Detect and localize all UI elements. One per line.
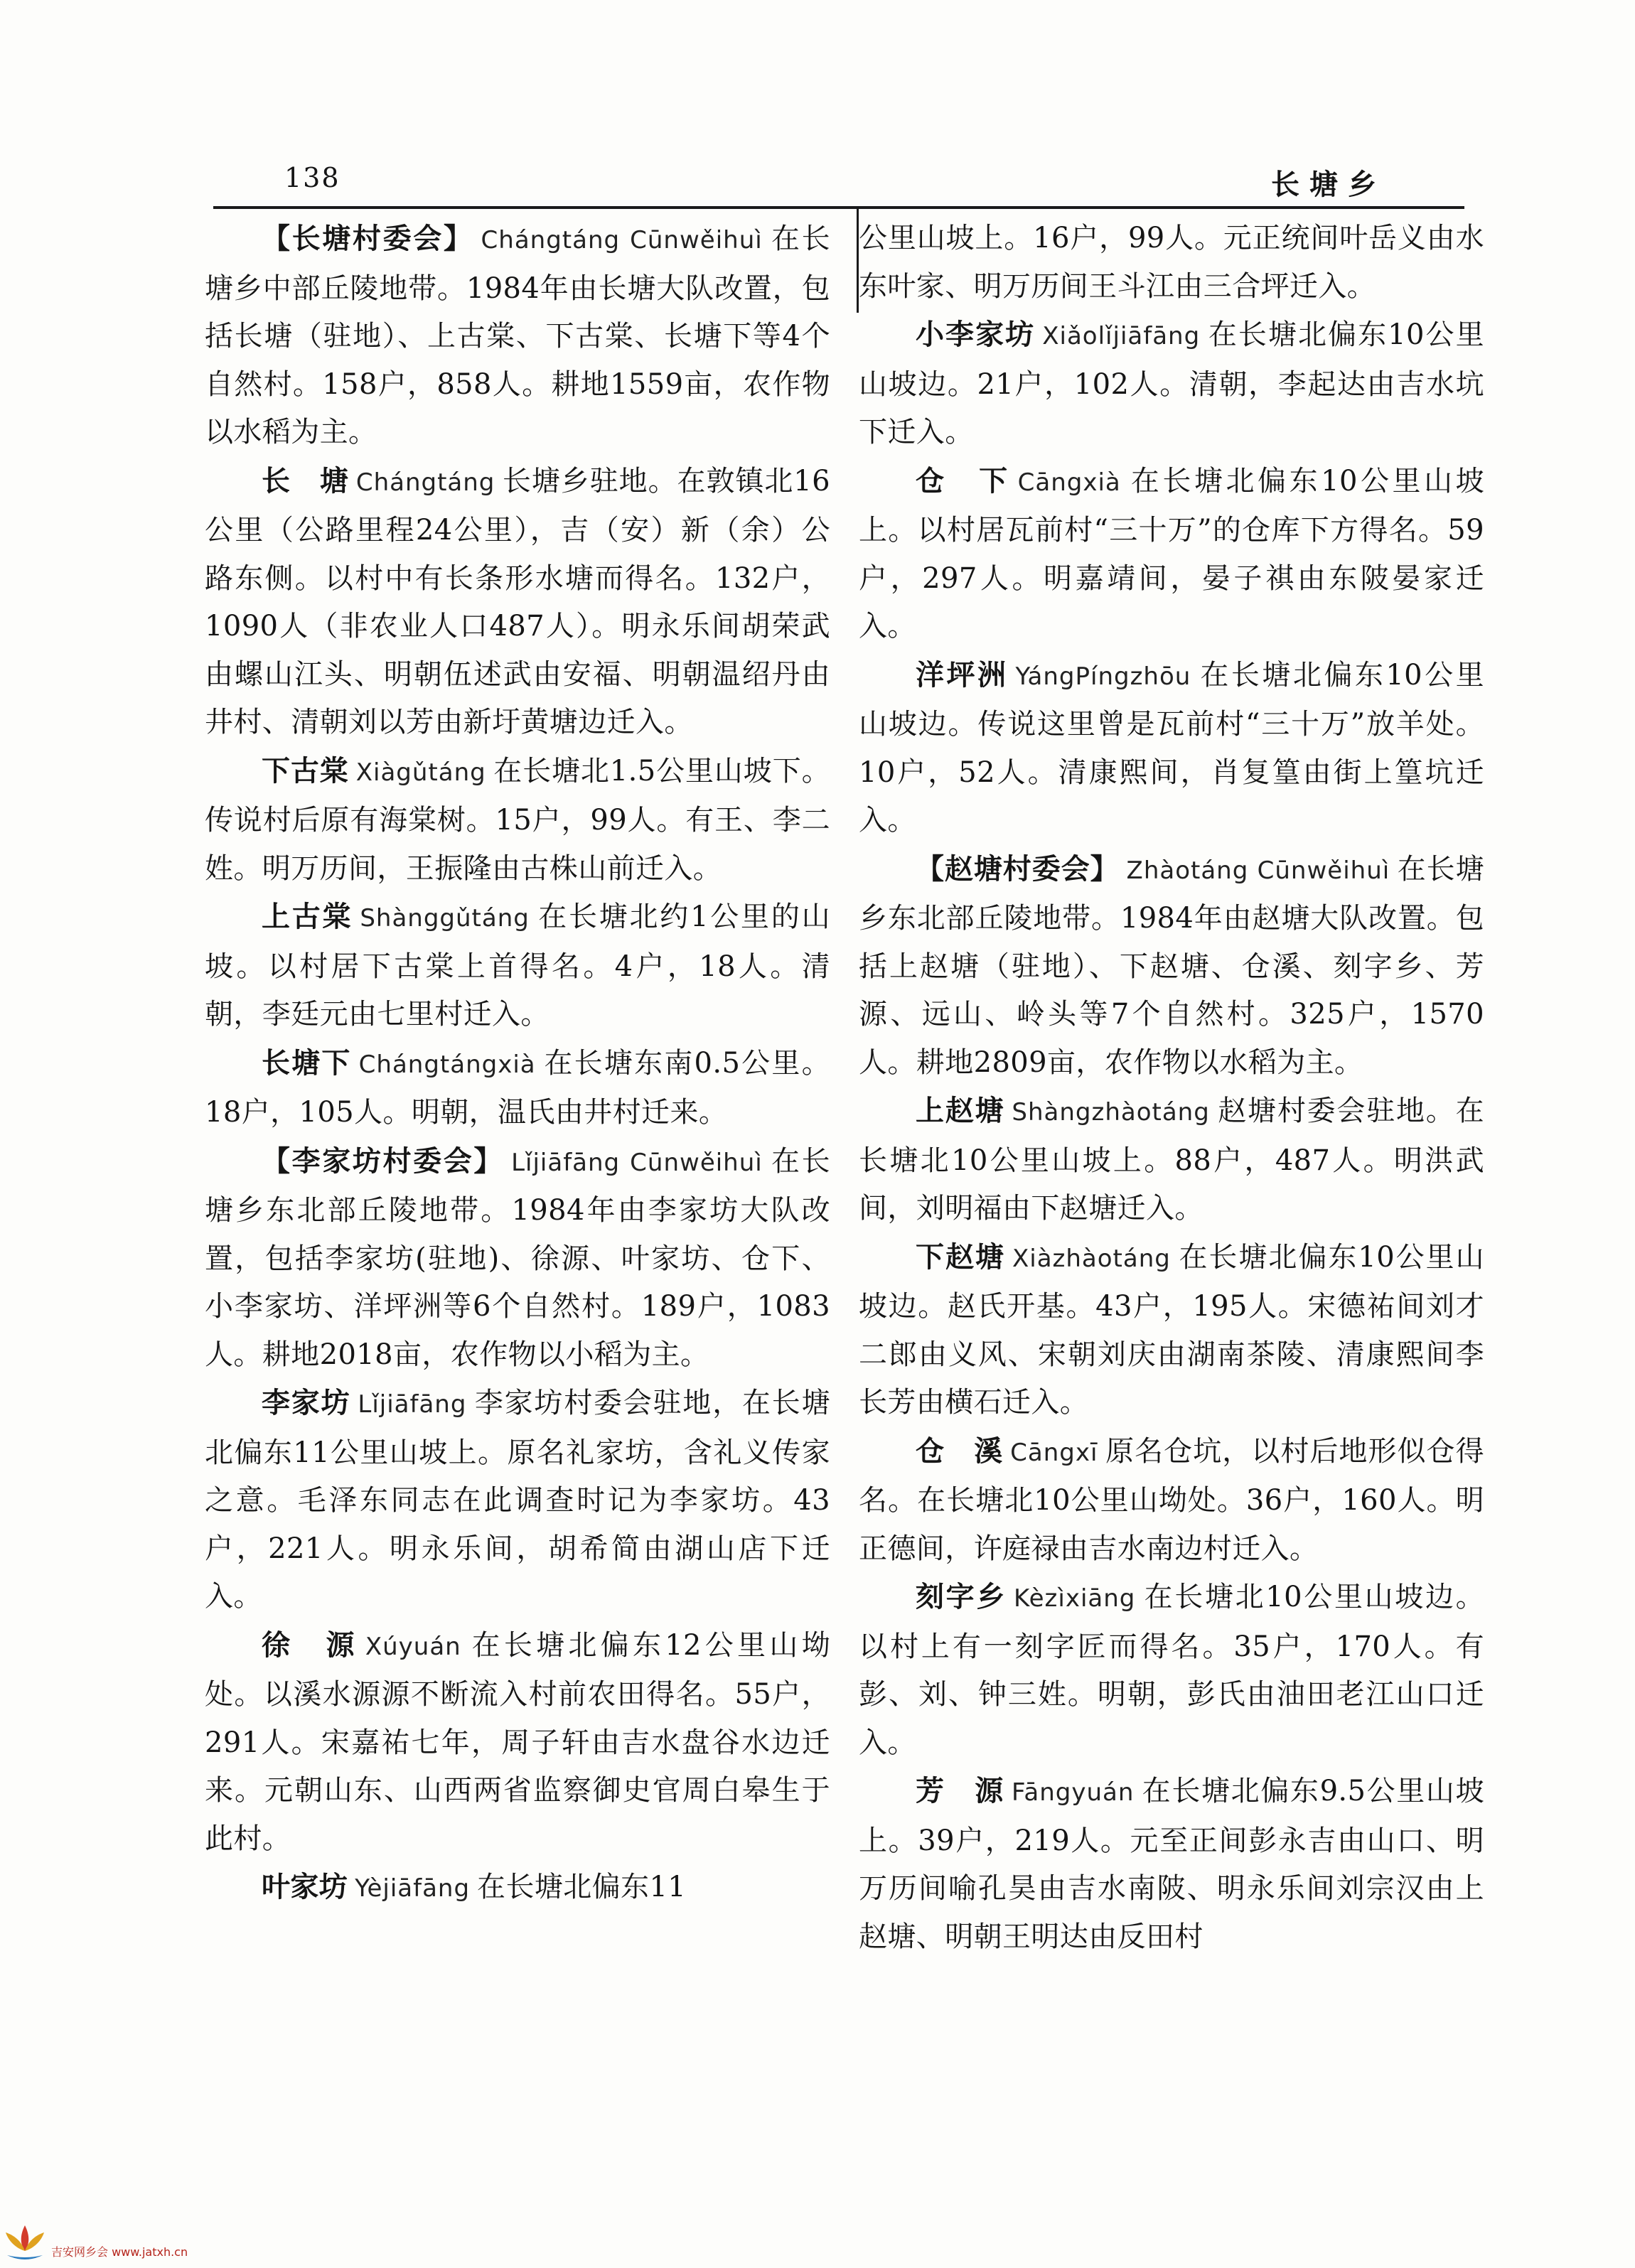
- entry-paragraph: [205, 1039, 830, 1137]
- entry-name: 【赵塘村委会】: [916, 851, 1120, 886]
- entry-paragraph: [859, 457, 1484, 651]
- entry-paragraph: [205, 215, 830, 457]
- entry-name: 【李家坊村委会】: [262, 1144, 505, 1178]
- entry-paragraph: [859, 1767, 1484, 1961]
- entry-pinyin: Xiǎolǐjiāfāng: [1042, 322, 1201, 350]
- entry-paragraph: [859, 651, 1484, 845]
- entry-paragraph: [205, 1863, 830, 1913]
- entry-pinyin: Chángtángxià: [358, 1050, 536, 1079]
- entry-name: 长 塘: [262, 463, 349, 498]
- entry-name: 上赵塘: [916, 1094, 1005, 1127]
- entry-name: 【长塘村委会】: [262, 222, 474, 255]
- entry-name: 徐 源: [262, 1628, 358, 1662]
- entry-name: 下古棠: [262, 753, 349, 788]
- entry-text: 在长塘乡东北部丘陵地带。1984年由李家坊大队改置，包括李家坊(驻地)、徐源、叶家坊、仓下、小李家坊、洋坪洲等6个自然村。189户，1083人。耕地2018亩，农作物以小稻为主。: [205, 1144, 831, 1371]
- entry-pinyin: Cāngxià: [1017, 468, 1121, 497]
- entry-pinyin: Xiàzhàotáng: [1012, 1244, 1171, 1273]
- watermark: [0, 2220, 188, 2265]
- entry-pinyin: Xúyuán: [365, 1632, 461, 1661]
- entry-paragraph: [205, 1379, 830, 1621]
- entry-name: 洋坪洲: [916, 657, 1009, 692]
- entry-pinyin: Cāngxī: [1010, 1438, 1098, 1467]
- entry-text: 在长塘北偏东10公里山坡边。传说这里曾是瓦前村“三十万”放羊处。10户，52人。清康熙间，肖复篁由街上篁坑迁入。: [859, 658, 1484, 837]
- running-title: 长塘乡: [1271, 168, 1386, 201]
- entry-text: 在长塘北约1公里的山坡。以村居下古棠上首得名。4户，18人。清朝，李廷元由七里村迁入。: [205, 901, 830, 1031]
- entry-name: 李家坊: [262, 1386, 351, 1419]
- entry-text: 在长塘北10公里山坡边。以村上有一刻字匠而得名。35户，170人。有彭、刘、钟三姓。明朝，彭氏由油田老江山口迁入。: [859, 1581, 1485, 1759]
- entry-paragraph: [205, 1621, 830, 1864]
- entry-pinyin: Chángtáng Cūnwěihuì: [481, 226, 763, 254]
- entry-name: 叶家坊: [262, 1870, 348, 1903]
- entry-name: 小李家坊: [916, 318, 1036, 351]
- entry-pinyin: Kèzìxiāng: [1014, 1584, 1136, 1613]
- entry-text: 在长塘北偏东10公里山坡边。21户，102人。清朝，李起达由吉水坑下迁入。: [859, 318, 1484, 448]
- entry-name: 仓 下: [916, 463, 1011, 498]
- entry-paragraph: [205, 747, 830, 893]
- entry-paragraph: [859, 311, 1484, 457]
- entry-paragraph: [205, 893, 830, 1039]
- entry-text: 在长塘东南0.5公里。18户，105人。明朝，温氏由井村迁来。: [205, 1046, 830, 1129]
- entry-name: 芳 源: [916, 1774, 1004, 1807]
- entry-pinyin: Yèjiāfāng: [355, 1874, 471, 1903]
- entry-name: 下赵塘: [916, 1240, 1005, 1274]
- entry-text: 李家坊村委会驻地，在长塘北偏东11公里山坡上。原名礼家坊，含礼义传家之意。毛泽东同志在此调查时记为李家坊。43户，221人。明永乐间，胡希简由湖山店下迁入。: [205, 1387, 830, 1613]
- entry-name: 上古棠: [262, 900, 353, 933]
- entry-paragraph: [859, 215, 1484, 311]
- entry-paragraph: [859, 845, 1484, 1087]
- entry-paragraph: [205, 1137, 830, 1380]
- entry-pinyin: Lǐjiāfāng Cūnwěihuì: [511, 1148, 763, 1177]
- entry-name: 刻字乡: [916, 1580, 1007, 1613]
- page-number: 138: [284, 162, 341, 193]
- entry-text: 在长塘乡中部丘陵地带。1984年由长塘大队改置，包括长塘（驻地）、上古棠、下古棠、长塘下等4个自然村。158户，858人。耕地1559亩，农作物以水稻为主。: [205, 222, 830, 448]
- entry-pinyin: Lǐjiāfāng: [358, 1390, 467, 1419]
- entry-text: 在长塘北偏东10公里山坡上。以村居瓦前村“三十万”的仓库下方得名。59户，297人。明嘉靖间，晏子祺由东陂晏家迁入。: [859, 464, 1485, 643]
- entry-pinyin: YángPíngzhōu: [1015, 662, 1191, 691]
- left-column: [205, 215, 830, 1913]
- entry-paragraph: [859, 1427, 1484, 1574]
- entry-text: 原名仓坑，以村后地形似仓得名。在长塘北10公里山坳处。36户，160人。明正德间，许庭禄由吉水南边村迁入。: [859, 1434, 1485, 1565]
- entry-text: 在长塘北1.5公里山坡下。传说村后原有海棠树。15户，99人。有王、李二姓。明万历间，王振隆由古株山前迁入。: [205, 754, 830, 885]
- entry-name: 仓 溪: [916, 1434, 1004, 1468]
- gazetteer-columns: [205, 215, 1485, 2191]
- entry-name: 长塘下: [262, 1046, 352, 1080]
- entry-text: 赵塘村委会驻地。在长塘北10公里山坡上。88户，487人。明洪武间，刘明福由下赵塘迁入。: [859, 1095, 1484, 1225]
- lotus-logo-icon: [0, 2220, 50, 2265]
- entry-text: 在长塘北偏东10公里山坡边。赵氏开基。43户，195人。宋德祐间刘才二郎由义风、宋朝刘庆由湖南茶陵、清康熙间李长芳由横石迁入。: [859, 1240, 1484, 1419]
- entry-text: 公里山坡上。16户，99人。元正统间叶岳义由水东叶家、明万历间王斗江由三合坪迁入。: [859, 222, 1484, 303]
- entry-paragraph: [205, 457, 830, 747]
- entry-pinyin: Fāngyuán: [1011, 1778, 1135, 1807]
- entry-paragraph: [859, 1087, 1484, 1233]
- entry-text: 在长塘北偏东12公里山坳处。以溪水源源不断流入村前农田得名。55户，291人。宋嘉祐七年，周子轩由吉水盘谷水边迁来。元朝山东、山西两省监察御史官周白皋生于此村。: [205, 1628, 830, 1855]
- page-header: [220, 162, 1415, 205]
- entry-text: 在长塘北偏东9.5公里山坡上。39户，219人。元至正间彭永吉由山口、明万历间喻孔昊由吉水南陂、明永乐间刘宗汉由上赵塘、明朝王明达由反田村: [859, 1775, 1484, 1953]
- entry-paragraph: [859, 1233, 1484, 1427]
- entry-text: 长塘乡驻地。在敦镇北16公里（公路里程24公里），吉（安）新（余）公路东侧。以村中有长条形水塘而得名。132户，1090人（非农业人口487人）。明永乐间胡荣武由螺山江头、明朝伍述武由安福、明朝温绍丹由井村、清朝刘以芳由新圩黄塘边迁入。: [205, 464, 831, 738]
- header-rule: [213, 206, 1464, 209]
- entry-text: 在长塘北偏东11: [477, 1871, 687, 1903]
- entry-pinyin: Shàngzhàotáng: [1012, 1098, 1210, 1127]
- entry-pinyin: Chángtáng: [355, 468, 495, 497]
- entry-pinyin: Shànggǔtáng: [360, 904, 530, 933]
- entry-text: 在长塘乡东北部丘陵地带。1984年由赵塘大队改置。包括上赵塘（驻地）、下赵塘、仓溪、刻字乡、芳源、远山、岭头等7个自然村。325户，1570人。耕地2809亩，农作物以水稻为主。: [859, 852, 1484, 1079]
- right-column: [859, 215, 1484, 1961]
- entry-pinyin: Xiàgǔtáng: [355, 758, 486, 787]
- entry-paragraph: [859, 1573, 1484, 1767]
- entry-pinyin: Zhàotáng Cūnwěihuì: [1126, 856, 1390, 885]
- watermark-text: 吉安网乡会 www.jatxh.cn: [51, 2245, 188, 2259]
